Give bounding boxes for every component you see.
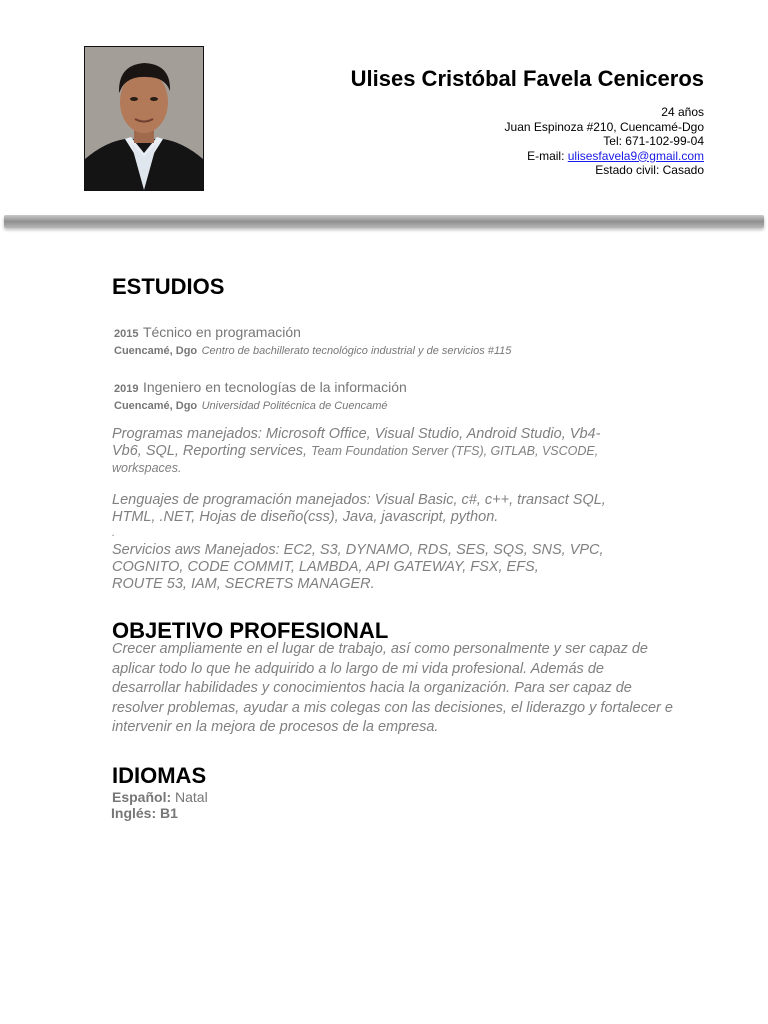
language-english [111,805,178,821]
civil-status: Estado civil: Casado [595,163,704,177]
objetivo-heading: OBJETIVO PROFESIONAL [112,618,389,643]
education-location: Cuencamé, Dgo [114,345,198,357]
person-portrait-icon [85,47,203,190]
email-line [505,149,704,164]
aws-line: ROUTE 53, IAM, SECRETS MANAGER. [112,576,375,592]
contact-block [505,105,704,178]
education-title: Ingeniero en tecnologías de la información [142,379,407,395]
aws-paragraph [112,542,732,593]
programas-line: Programas manejados: Microsoft Office, Visual Studio, Android Studio, Vb4- [112,426,601,442]
programas-line-part: Vb6, SQL, Reporting services, [112,443,312,459]
programas-paragraph [112,426,732,477]
education-location: Cuencamé, Dgo [114,400,198,412]
aws-line: Servicios aws Manejados: EC2, S3, DYNAMO, RDS, SES, SQS, SNS, VPC, [112,542,604,558]
full-name: Ulises Cristóbal Favela Ceniceros [350,66,704,91]
profile-photo [84,46,204,191]
email-label: E-mail: [527,148,568,163]
education-institution: Centro de bachillerato tecnológico industrial y de servicios #115 [201,345,512,357]
language-english-text: Inglés: B1 [111,805,178,821]
language-spanish-label: Español: [112,789,172,805]
education-place [114,341,511,359]
programas-line: workspaces. [112,461,182,475]
education-title: Técnico en programación [142,324,301,340]
programas-line [112,443,732,460]
education-institution: Universidad Politécnica de Cuencamé [201,400,388,412]
objetivo-line: aplicar todo lo que he adquirido a lo largo de mi vida profesional. Además de [112,660,604,677]
address: Juan Espinoza #210, Cuencamé-Dgo [504,119,704,134]
language-spanish-level: Natal [171,789,208,805]
lenguajes-dot: . [112,527,116,539]
education-place [114,396,387,414]
estudios-heading: ESTUDIOS [112,274,225,299]
objetivo-line: intervenir en la mejora de procesos de la empresa. [112,719,439,735]
objetivo-paragraph [112,640,722,738]
education-item [114,379,407,397]
programas-line-part: Team Foundation Server (TFS), GITLAB, VSCODE, [311,444,599,458]
lenguajes-line: HTML, .NET, Hojas de diseño(css), Java, javascript, python. [112,509,499,525]
objetivo-line: Crecer ampliamente en el lugar de trabajo, así como personalmente y ser capaz de [112,641,648,657]
phone: Tel: 671-102-99-04 [603,134,704,148]
header-divider [4,215,764,228]
aws-line: COGNITO, CODE COMMIT, LAMBDA, API GATEWAY, FSX, EFS, [112,559,539,575]
lenguajes-line: Lenguajes de programación manejados: Visual Basic, c#, c++, transact SQL, [112,492,606,508]
education-year: 2019 [114,383,139,395]
education-item [114,324,301,342]
objetivo-line: desarrollar habilidades y conocimientos hacia la organización. Para ser capaz de [112,680,632,696]
language-spanish [112,789,208,805]
idiomas-heading: IDIOMAS [112,763,207,788]
objetivo-line: resolver problemas, ayudar a mis colegas con las decisiones, el liderazgo y fortalecer e [112,699,673,716]
lenguajes-paragraph [112,492,732,540]
age: 24 años [661,105,704,119]
email-link[interactable]: ulisesfavela9@gmail.com [567,148,704,163]
education-year: 2015 [114,328,139,340]
